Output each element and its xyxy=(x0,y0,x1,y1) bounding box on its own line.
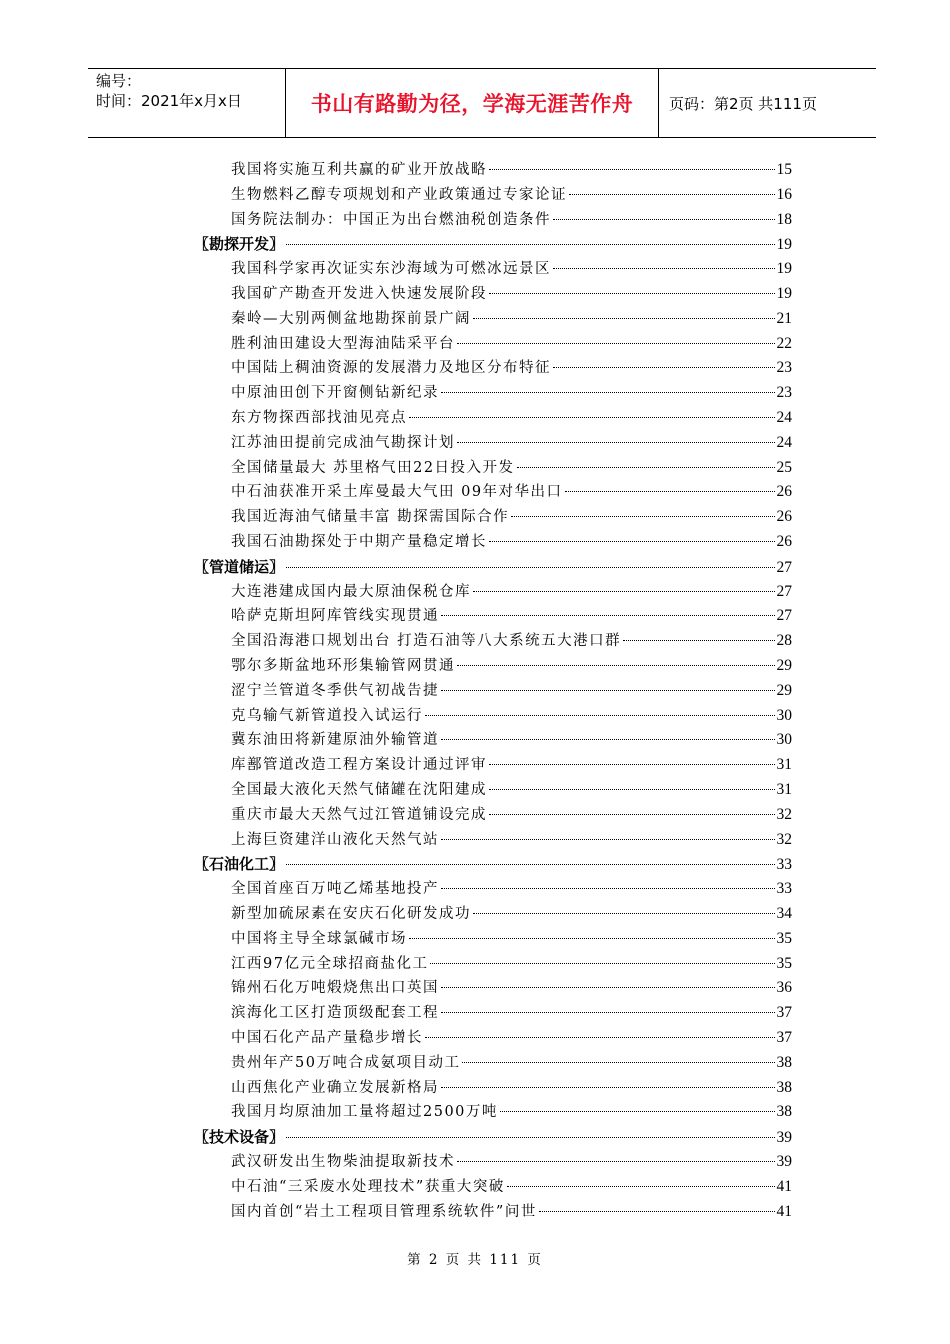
toc-entry-row[interactable] xyxy=(231,877,792,901)
toc-entry-title: 全国首座百万吨乙烯基地投产 xyxy=(231,881,439,898)
toc-entry-row[interactable] xyxy=(231,902,792,926)
toc-entry-row[interactable] xyxy=(231,307,792,331)
dot-leader xyxy=(511,516,774,517)
toc-entry-title: 新型加硫尿素在安庆石化研发成功 xyxy=(231,906,471,922)
toc-entry-row[interactable] xyxy=(231,778,792,802)
dot-leader xyxy=(489,541,775,542)
toc-page-number: 26 xyxy=(776,533,792,550)
dot-leader xyxy=(569,194,775,195)
toc-page-number: 23 xyxy=(776,384,792,402)
dot-leader xyxy=(539,1211,775,1212)
toc-entry-title: 冀东油田将新建原油外输管道 xyxy=(231,732,439,749)
dot-leader xyxy=(441,1087,775,1088)
toc-page-number: 31 xyxy=(776,781,792,798)
dot-leader xyxy=(462,1062,774,1063)
toc-entry-row[interactable] xyxy=(231,406,792,430)
dot-leader xyxy=(473,591,775,592)
toc-page-number: 29 xyxy=(776,681,792,699)
dot-leader xyxy=(286,1137,774,1138)
dot-leader xyxy=(489,789,775,790)
dot-leader xyxy=(623,640,774,641)
toc-page-number: 18 xyxy=(776,210,792,228)
dot-leader xyxy=(489,764,775,765)
toc-page-number: 41 xyxy=(776,1202,792,1220)
toc-page-number: 32 xyxy=(776,805,792,823)
dot-leader xyxy=(286,864,774,865)
toc-entry-title: 涩宁兰管道冬季供气初战告捷 xyxy=(231,682,439,699)
toc-entry-title: 武汉研发出生物柴油提取新技术 xyxy=(231,1154,455,1170)
toc-page-number: 27 xyxy=(776,607,792,625)
toc-entry-title: 江西97亿元全球招商盐化工 xyxy=(231,955,429,972)
toc-page-number: 34 xyxy=(776,905,792,922)
toc-page-number: 33 xyxy=(776,856,792,874)
toc-entry-row[interactable] xyxy=(231,976,792,1000)
toc-page-number: 24 xyxy=(776,409,792,426)
dot-leader xyxy=(286,244,774,245)
toc-entry-title: 国务院法制办：中国正为出台燃油税创造条件 xyxy=(231,211,551,228)
toc-page-number: 19 xyxy=(776,260,792,278)
toc-entry-row[interactable] xyxy=(231,679,792,703)
toc-section-row[interactable] xyxy=(194,852,792,876)
toc-entry-title: 我国近海油气储量丰富 勘探需国际合作 xyxy=(231,509,510,526)
toc-entry-title: 中石油获准开采土库曼最大气田 09年对华出口 xyxy=(231,484,563,501)
dot-leader xyxy=(441,888,775,889)
toc-section-title: 〖石油化工〗 xyxy=(194,855,285,874)
dot-leader xyxy=(473,318,775,319)
toc-page-number: 35 xyxy=(776,929,792,947)
toc-section-row[interactable] xyxy=(194,232,792,256)
toc-page-number: 27 xyxy=(776,582,792,600)
toc-entry-title: 上海巨资建洋山液化天然气站 xyxy=(231,831,439,848)
toc-entry-title: 东方物探西部找油见亮点 xyxy=(231,410,407,426)
dot-leader xyxy=(409,417,775,418)
toc-page-number: 38 xyxy=(776,1078,792,1096)
toc-entry-title: 我国月均原油加工量将超过2500万吨 xyxy=(231,1104,498,1121)
toc-entry-row[interactable] xyxy=(231,480,792,504)
toc-entry-title: 我国矿产勘查开发进入快速发展阶段 xyxy=(231,286,487,302)
toc-page-number: 15 xyxy=(776,161,792,178)
toc-page-number: 27 xyxy=(776,558,792,576)
time-label: 时间：2021年x月x日 xyxy=(96,92,242,110)
toc-entry-row[interactable] xyxy=(231,604,792,628)
header-motto-cell xyxy=(286,69,659,137)
dot-leader xyxy=(457,442,775,443)
toc-entry-title: 我国科学家再次证实东沙海域为可燃冰远景区 xyxy=(231,261,551,278)
toc-entry-title: 生物燃料乙醇专项规划和产业政策通过专家论证 xyxy=(231,186,567,203)
toc-page-number: 31 xyxy=(776,756,792,774)
toc-entry-row[interactable] xyxy=(231,629,792,653)
toc-page-number: 28 xyxy=(776,632,792,650)
toc-page-number: 35 xyxy=(776,954,792,972)
toc-entry-title: 国内首创“岩土工程项目管理系统软件”问世 xyxy=(231,1203,537,1220)
toc-entry-title: 中国陆上稠油资源的发展潜力及地区分布特征 xyxy=(231,360,551,377)
dot-leader xyxy=(489,169,775,170)
toc-entry-row[interactable] xyxy=(231,183,792,207)
toc-entry-title: 我国石油勘探处于中期产量稳定增长 xyxy=(231,534,487,550)
toc-page-number: 24 xyxy=(776,433,792,451)
dot-leader xyxy=(489,293,775,294)
toc-entry-title: 秦岭—大别两侧盆地勘探前景广阔 xyxy=(231,310,471,327)
toc-entry-row[interactable] xyxy=(231,1001,792,1025)
toc-entry-row[interactable] xyxy=(231,1076,792,1100)
toc-entry-row[interactable] xyxy=(231,704,792,728)
dot-leader xyxy=(441,739,775,740)
toc-page-number: 37 xyxy=(776,1029,792,1046)
toc-entry-title: 我国将实施互利共赢的矿业开放战略 xyxy=(231,162,487,178)
dot-leader xyxy=(457,665,775,666)
dot-leader xyxy=(553,268,775,269)
toc-entry-row[interactable] xyxy=(231,1175,792,1199)
toc-page-number: 23 xyxy=(776,359,792,377)
dot-leader xyxy=(441,987,775,988)
toc-entry-row[interactable] xyxy=(231,1150,792,1174)
toc-entry-title: 重庆市最大天然气过江管道铺设完成 xyxy=(231,806,487,823)
toc-page-number: 38 xyxy=(776,1103,792,1121)
page-label: 页码：第2页 共111页 xyxy=(669,94,817,113)
toc-entry-row[interactable] xyxy=(231,1100,792,1124)
toc-page-number: 21 xyxy=(776,309,792,327)
toc-entry-title: 中石油“三采废水处理技术”获重大突破 xyxy=(231,1178,505,1195)
toc-entry-row[interactable] xyxy=(231,580,792,604)
page-footer: 第 2 页 共 111 页 xyxy=(407,1252,543,1268)
toc-page-number: 19 xyxy=(776,285,792,302)
toc-entry-row[interactable] xyxy=(231,803,792,827)
toc-page-number: 19 xyxy=(776,236,792,254)
toc-page-number: 25 xyxy=(776,458,792,476)
toc-page-number: 26 xyxy=(776,483,792,501)
toc-page-number: 32 xyxy=(776,830,792,848)
dot-leader xyxy=(517,467,775,468)
dot-leader xyxy=(457,1161,775,1162)
toc-entry-title: 中国将主导全球氯碱市场 xyxy=(231,930,407,947)
toc-entry-row[interactable] xyxy=(231,381,792,405)
toc-entry-row[interactable] xyxy=(231,828,792,852)
toc-page-number: 39 xyxy=(776,1153,792,1170)
toc-entry-title: 鄂尔多斯盆地环形集输管网贯通 xyxy=(231,658,455,674)
dot-leader xyxy=(441,690,775,691)
dot-leader xyxy=(565,491,775,492)
toc-page-number: 41 xyxy=(776,1177,792,1195)
toc-page-number: 36 xyxy=(776,979,792,997)
toc-entry-row[interactable] xyxy=(231,1026,792,1050)
toc-entry-title: 山西焦化产业确立发展新格局 xyxy=(231,1079,439,1096)
toc-page-number: 37 xyxy=(776,1004,792,1022)
toc-entry-row[interactable] xyxy=(231,530,792,554)
dot-leader xyxy=(457,343,775,344)
toc-page-number: 22 xyxy=(776,334,792,352)
motto-text: 书山有路勤为径，学海无涯苦作舟 xyxy=(310,92,634,116)
toc-section-title: 〖技术设备〗 xyxy=(194,1128,285,1147)
dot-leader xyxy=(286,567,774,568)
toc-entry-row[interactable] xyxy=(231,728,792,752)
toc-entry-title: 大连港建成国内最大原油保税仓库 xyxy=(231,583,471,600)
toc-entry-title: 中原油田创下开窗侧钻新纪录 xyxy=(231,385,439,402)
toc-page-number: 29 xyxy=(776,657,792,674)
toc-entry-row[interactable] xyxy=(231,927,792,951)
toc-entry-title: 中国石化产品产量稳步增长 xyxy=(231,1030,423,1046)
toc-entry-row[interactable] xyxy=(231,952,792,976)
toc-entry-row[interactable] xyxy=(231,753,792,777)
toc-entry-title: 全国最大液化天然气储罐在沈阳建成 xyxy=(231,782,487,798)
toc-page-number: 38 xyxy=(776,1053,792,1071)
toc-entry-title: 锦州石化万吨煅烧焦出口英国 xyxy=(231,980,439,997)
toc-entry-row[interactable] xyxy=(231,1051,792,1075)
dot-leader xyxy=(553,219,775,220)
toc-entry-title: 胜利油田建设大型海油陆采平台 xyxy=(231,335,455,352)
toc-entry-title: 全国储量最大 苏里格气田22日投入开发 xyxy=(231,459,515,476)
number-label: 编号： xyxy=(96,72,142,90)
toc-page-number: 30 xyxy=(776,731,792,749)
toc-section-row[interactable] xyxy=(194,555,792,579)
toc-entry-row[interactable] xyxy=(231,431,792,455)
toc-entry-title: 克乌输气新管道投入试运行 xyxy=(231,707,423,724)
toc-entry-row[interactable] xyxy=(231,505,792,529)
dot-leader xyxy=(473,913,775,914)
dot-leader xyxy=(500,1111,775,1112)
dot-leader xyxy=(425,715,775,716)
toc-entry-title: 贵州年产50万吨合成氨项目动工 xyxy=(231,1054,461,1071)
header-page-cell xyxy=(659,69,876,137)
dot-leader xyxy=(441,1012,775,1013)
toc-page-number: 33 xyxy=(776,880,792,898)
toc-entry-row[interactable] xyxy=(231,158,792,182)
toc-entry-title: 哈萨克斯坦阿库管线实现贯通 xyxy=(231,608,439,625)
dot-leader xyxy=(507,1186,775,1187)
toc-entry-row[interactable] xyxy=(231,1200,792,1224)
dot-leader xyxy=(489,814,775,815)
toc-entry-row[interactable] xyxy=(231,282,792,306)
toc-entry-title: 滨海化工区打造顶级配套工程 xyxy=(231,1005,439,1022)
dot-leader xyxy=(553,367,775,368)
toc-section-row[interactable] xyxy=(194,1125,792,1149)
toc-section-title: 〖管道储运〗 xyxy=(194,557,285,576)
toc-entry-row[interactable] xyxy=(231,332,792,356)
toc-entry-row[interactable] xyxy=(231,356,792,380)
toc-entry-row[interactable] xyxy=(231,208,792,232)
toc-entry-row[interactable] xyxy=(231,257,792,281)
header-meta xyxy=(88,69,286,137)
toc-page-number: 16 xyxy=(776,185,792,203)
dot-leader xyxy=(441,839,775,840)
toc-entry-title: 库鄯管道改造工程方案设计通过评审 xyxy=(231,757,487,774)
toc-entry-row[interactable] xyxy=(231,456,792,480)
dot-leader xyxy=(409,938,775,939)
toc-page-number: 26 xyxy=(776,508,792,526)
dot-leader xyxy=(430,963,774,964)
toc-section-title: 〖勘探开发〗 xyxy=(194,235,285,254)
toc-entry-title: 江苏油田提前完成油气勘探计划 xyxy=(231,434,455,451)
dot-leader xyxy=(441,392,775,393)
dot-leader xyxy=(441,615,775,616)
page-header xyxy=(88,68,876,138)
toc-entry-row[interactable] xyxy=(231,654,792,678)
toc-page-number: 30 xyxy=(776,706,792,724)
toc-entry-title: 全国沿海港口规划出台 打造石油等八大系统五大港口群 xyxy=(231,633,622,650)
dot-leader xyxy=(425,1037,775,1038)
toc-page-number: 39 xyxy=(776,1129,792,1147)
